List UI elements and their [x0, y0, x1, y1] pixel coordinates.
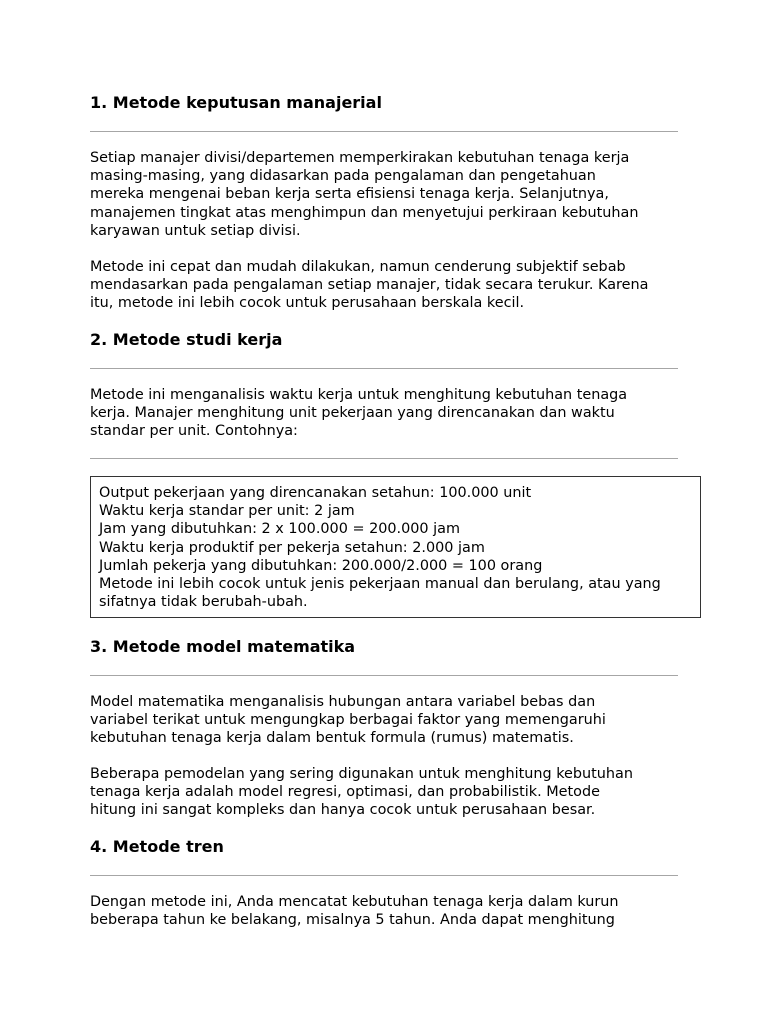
- section-4-paragraph-1: Dengan metode ini, Anda mencatat kebutuhan tenaga kerja dalam kurun beberapa tahun ke belakang, misalnya 5 tahun. Anda dapat menghitung: [90, 894, 619, 929]
- section-2-paragraph-1: Metode ini menganalisis waktu kerja untuk menghitung kebutuhan tenaga kerja. Manajer menghitung unit pekerjaan yang direncanakan dan waktu standar per unit. Contohnya:: [90, 387, 628, 440]
- section-2-divider: [90, 368, 678, 369]
- example-line-hours-needed: Jam yang dibutuhkan: 2 x 100.000 = 200.000 jam: [99, 521, 460, 538]
- section-4-divider: [90, 875, 678, 876]
- section-1-paragraph-2: Metode ini cepat dan mudah dilakukan, namun cenderung subjektif sebab mendasarkan pada pengalaman setiap manajer, tidak secara terukur. Karena itu, metode ini lebih cocok untuk perusahaan berskala kecil.: [90, 259, 649, 312]
- example-line-note-2: sifatnya tidak berubah-ubah.: [99, 594, 308, 611]
- section-2-heading: 2. Metode studi kerja: [90, 330, 283, 349]
- section-3-divider: [90, 675, 678, 676]
- example-line-workers-needed: Jumlah pekerja yang dibutuhkan: 200.000/2.000 = 100 orang: [99, 557, 543, 574]
- example-line-standard-time: Waktu kerja standar per unit: 2 jam: [99, 503, 355, 520]
- section-3-paragraph-1: Model matematika menganalisis hubungan antara variabel bebas dan variabel terikat untuk mengungkap berbagai faktor yang memengaruhi kebutuhan tenaga kerja dalam bentuk formula (rumus) matematis.: [90, 694, 606, 747]
- example-line-note-1: Metode ini lebih cocok untuk jenis pekerjaan manual dan berulang, atau yang: [99, 576, 661, 593]
- section-3-paragraph-2: Beberapa pemodelan yang sering digunakan untuk menghitung kebutuhan tenaga kerja adalah model regresi, optimasi, dan probabilistik. Metode hitung ini sangat kompleks dan hanya cocok untuk perusahaan besar.: [90, 766, 633, 819]
- example-box: [90, 476, 701, 618]
- section-1-heading: 1. Metode keputusan manajerial: [90, 93, 382, 112]
- example-line-productive-time: Waktu kerja produktif per pekerja setahun: 2.000 jam: [99, 539, 485, 556]
- example-line-output: Output pekerjaan yang direncanakan setahun: 100.000 unit: [99, 485, 532, 501]
- section-1-paragraph-1: Setiap manajer divisi/departemen memperkirakan kebutuhan tenaga kerja masing-masing, yang didasarkan pada pengalaman dan pengetahuan mereka mengenai beban kerja serta efisiensi tenaga kerja. Selanjutnya, manajemen tingkat atas menghimpun dan menyetujui perkiraan kebutuhan karyawan untuk setiap divisi.: [90, 150, 639, 239]
- section-3-heading: 3. Metode model matematika: [90, 637, 356, 656]
- section-1-divider: [90, 131, 678, 132]
- section-2-example-divider: [90, 458, 678, 459]
- section-4-heading: 4. Metode tren: [90, 837, 224, 856]
